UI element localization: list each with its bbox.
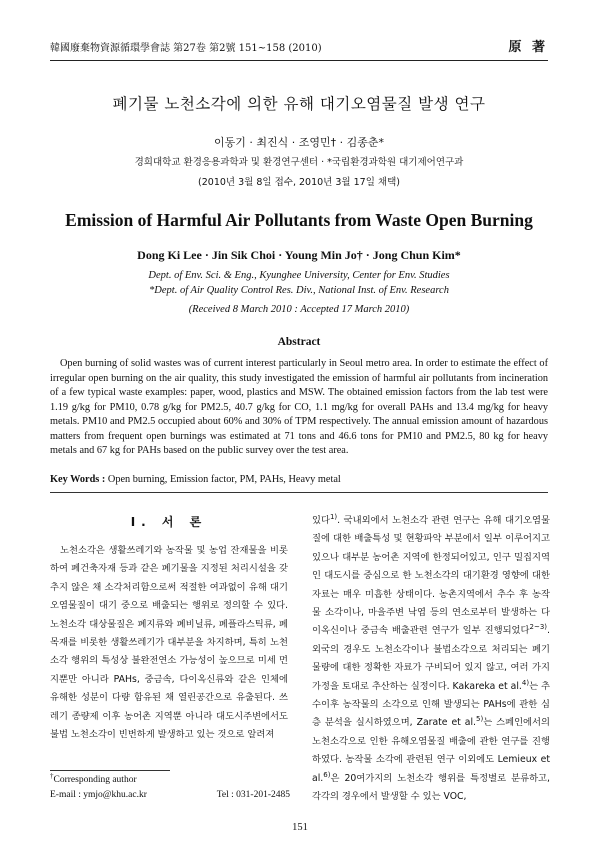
english-title: Emission of Harmful Air Pollutants from Waste Open Burning bbox=[65, 210, 533, 230]
text-run: . 국내외에서 노천소각 관련 연구는 유해 대기오염물질에 대한 배출특성 및 현황파악 부분에서 일부 이루어지고 있으나 대부분 농어촌 지역에 한정되어있고, 인구 밀집지역인 대도시를 중심으로 한 노천소각의 대기환경 영향에 대한 자료는 매우 미흡한 상태이다. 농촌지역에서 추수 후 농작물 소각이나, 마을주변 낙엽 등의 연소로부터 발생하는 다이옥신이나 중금속 배출관련 연구가 일부 진행되었다 bbox=[312, 515, 550, 637]
footnote-contact bbox=[50, 790, 290, 800]
footnote-tel: Tel : 031-201-2485 bbox=[216, 790, 290, 800]
section-title: I. 서 론 bbox=[130, 515, 208, 529]
journal-header bbox=[50, 38, 548, 61]
abstract-text: Open burning of solid wastes was of current interest particularly in Seoul metro area. In order to estimate the effect of irregular open burning on the air quality, this study investigated the emission of harmful air pollutants from incineration of a few typical waste examples: paper, wood, plastics and MSW. The obtained emission factors from the lab test were 1.19 g/kg for PM10, 0.78 g/kg for PM2.5, 40.7 g/kg for CO, 1.1 mg/kg for overall PAHs and 13.4 mg/kg for heavy metals. PM10 and PM2.5 occupied about 60% and 30% of TPM respectively. The annual emission amount of hazardous matters from frequent open burnings was estimated at 71 tons and 46.6 tons for PM10 and PM2.5, 80 kg for heavy metals and 67 kg for PAHs based on the public survey over the test area. bbox=[50, 358, 548, 456]
english-affiliation-2: *Dept. of Air Quality Control Res. Div., National Inst. of Env. Research bbox=[149, 285, 449, 296]
body-column-left bbox=[50, 512, 288, 744]
korean-affiliation: 경희대학교 환경응용과학과 및 환경연구센터 · *국립환경과학원 대기제어연구과 bbox=[134, 157, 464, 168]
body-column-right bbox=[312, 512, 550, 807]
text-run: 는 스페인에서의 노천소각으로 인한 유해오염물질 배출에 관한 연구를 진행하였다. 농작물 소각에 관련된 연구 이외에도 Lemieux et al. bbox=[312, 717, 550, 784]
journal-citation: 韓國廢棄物資源循環學會誌 第27卷 第2號 151~158 (2010) bbox=[50, 43, 322, 54]
citation-ref: 2~3) bbox=[529, 623, 548, 632]
text-run: 있다 bbox=[312, 515, 330, 526]
body-paragraph-left: 노천소각은 생활쓰레기와 농작물 및 농업 잔재물을 비롯하여 폐건축자재 등과 같은 폐기물을 지정된 처리시설을 갖추지 않은 채 소각처리함으로써 적절한 여과없이 유해 대기오염물질이 대기 중으로 배출되는 행위로 정의할 수 있다. 노천소각 대상물질은 폐지류와 폐비닐류, 폐플라스틱류, 폐목재를 비롯한 생활쓰레기가 대부분을 차지하며, 특히 노천소각 행위의 특성상 불완전연소 가능성이 높으므로 미세 먼지뿐만 아니라 PAHs, 중금속, 다이옥신류와 같은 인체에 유해한 성분이 다량 함유된 채 열린공간으로 유출된다. 쓰레기 종량제 이후 농어촌 지역뿐 아니라 대도시주변에서도 불법 노천소각이 빈번하게 발생하고 있는 것으로 알려져 bbox=[50, 545, 288, 741]
citation-ref: 6) bbox=[323, 770, 331, 779]
citation-ref: 1) bbox=[329, 512, 338, 521]
dagger-mark: † bbox=[50, 771, 54, 780]
footnote-corresponding bbox=[50, 771, 137, 785]
text-run: 은 20여가지의 노천소각 행위를 특정별로 분류하고, 각각의 경우에서 발생할 수 있는 VOC, bbox=[312, 772, 550, 803]
english-received-date: (Received 8 March 2010 : Accepted 17 March 2010) bbox=[188, 304, 410, 315]
keywords-line bbox=[50, 474, 548, 485]
citation-ref: 4) bbox=[521, 678, 530, 687]
footnote-corresponding-text: Corresponding author bbox=[53, 775, 137, 785]
english-affiliation-1: Dept. of Env. Sci. & Eng., Kyunghee University, Center for Env. Studies bbox=[148, 270, 450, 281]
english-authors: Dong Ki Lee · Jin Sik Choi · Young Min Jo† · Jong Chun Kim* bbox=[137, 248, 461, 262]
body-paragraph-right bbox=[312, 512, 550, 807]
footnote-email: E-mail : ymjo@khu.ac.kr bbox=[50, 790, 147, 800]
abstract-heading: Abstract bbox=[277, 336, 321, 348]
citation-ref: 5) bbox=[476, 715, 484, 724]
text-run: 는 추수이후 농작물의 소각으로 인해 발생되는 PAHs에 관한 심층 분석을 실시하였으며, Zarate et al. bbox=[312, 680, 550, 729]
korean-received-date: (2010년 3월 8일 접수, 2010년 3월 17일 채택) bbox=[198, 177, 400, 188]
korean-title: 폐기물 노천소각에 의한 유해 대기오염물질 발생 연구 bbox=[112, 95, 486, 113]
article-type-badge: 原 著 bbox=[508, 40, 548, 55]
korean-authors: 이동기 · 최진식 · 조영민† · 김종춘* bbox=[214, 136, 384, 149]
keywords-label: Key Words : bbox=[50, 474, 106, 485]
text-run: . 외국의 경우도 노천소각이나 불법소각으로 처리되는 폐기물량에 대한 정확한 자료가 구비되어 있지 않고, 여러 가지 가정을 토대로 추산하는 실정이다. Kakareka et al. bbox=[312, 625, 550, 692]
keywords-divider bbox=[50, 492, 548, 493]
footnote-divider bbox=[50, 770, 170, 771]
keywords-text: Open burning, Emission factor, PM, PAHs, Heavy metal bbox=[107, 474, 341, 485]
page-number: 151 bbox=[292, 822, 308, 833]
